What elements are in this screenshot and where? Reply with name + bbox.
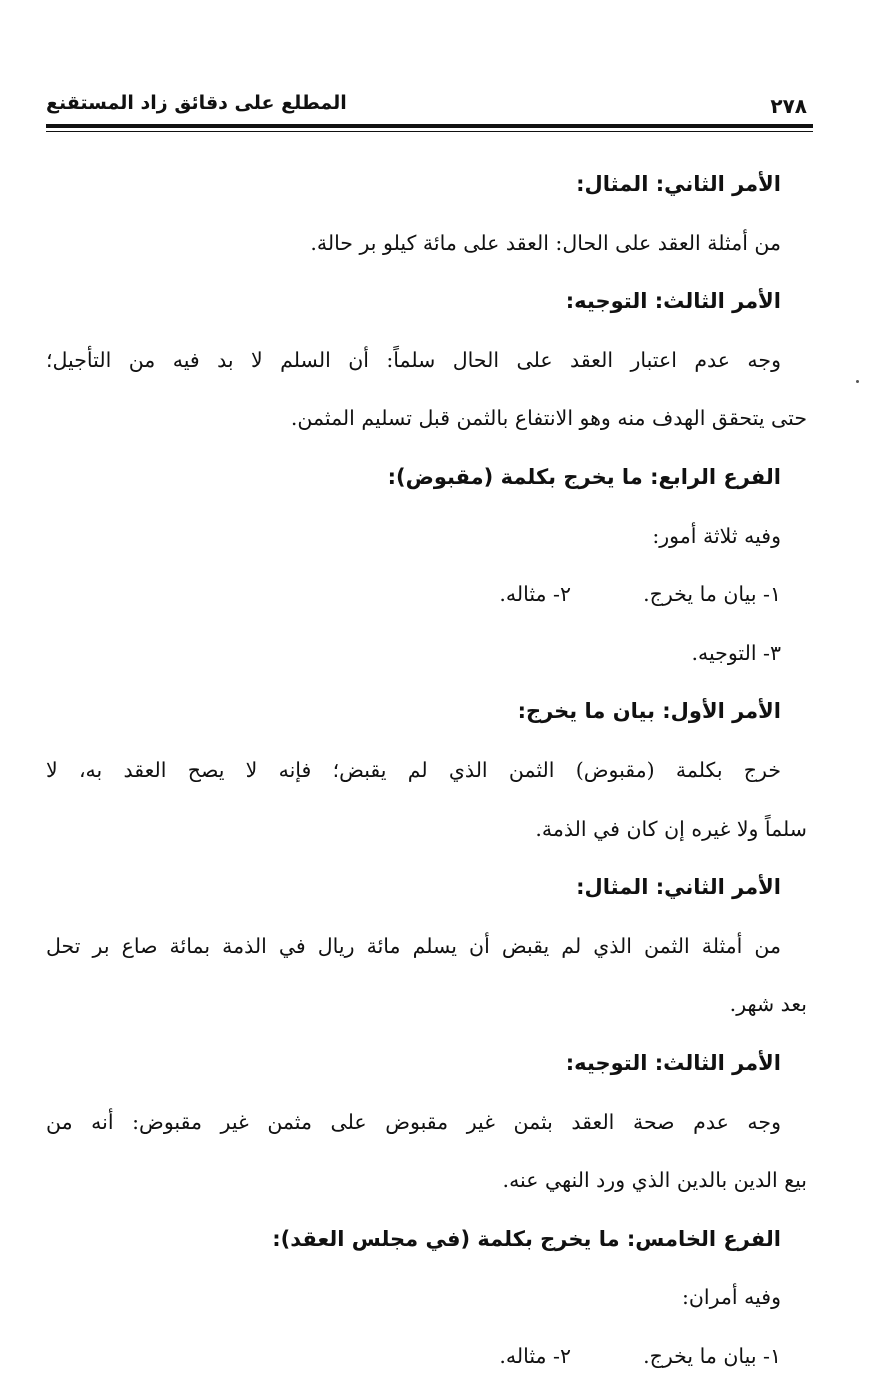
list-item: ٢- مثاله. bbox=[499, 582, 571, 607]
numbered-list-row bbox=[46, 565, 781, 624]
list-item: ٣- التوجيه. bbox=[691, 640, 781, 665]
page-header bbox=[46, 92, 813, 124]
paragraph-line: بيع الدين بالدين الذي ورد النهي عنه. bbox=[502, 1168, 807, 1193]
page-number: ٢٧٨ bbox=[770, 94, 807, 118]
numbered-list-row bbox=[46, 1327, 781, 1385]
section-heading: الأمر الثاني: المثال: bbox=[576, 875, 781, 900]
running-title: المطلع على دقائق زاد المستقنع bbox=[46, 92, 347, 114]
paragraph-line: من أمثلة الثمن الذي لم يقبض أن يسلم مائة ريال في الذمة بمائة صاع بر تحل bbox=[46, 933, 781, 958]
subsection-heading: الفرع الخامس: ما يخرج بكلمة (في مجلس العقد): bbox=[272, 1226, 781, 1251]
paragraph-line: بعد شهر. bbox=[729, 992, 807, 1017]
header-rule-thin bbox=[46, 131, 813, 132]
header-rule-thick bbox=[46, 124, 813, 128]
paragraph-line: من أمثلة العقد على الحال: العقد على مائة كيلو بر حالة. bbox=[310, 230, 781, 255]
section-heading: الأمر الثاني: المثال: bbox=[576, 172, 781, 196]
margin-dot bbox=[856, 380, 859, 383]
list-item: ١- بيان ما يخرج. bbox=[643, 582, 781, 607]
list-item: ٢- مثاله. bbox=[499, 1343, 571, 1368]
section-heading: الأمر الثالث: التوجيه: bbox=[565, 1050, 781, 1075]
page-body bbox=[46, 155, 807, 1385]
paragraph-line: خرج بكلمة (مقبوض) الثمن الذي لم يقبض؛ فإنه لا يصح العقد به، لا bbox=[46, 757, 781, 782]
paragraph-line: سلماً ولا غيره إن كان في الذمة. bbox=[535, 816, 807, 841]
list-item: ١- بيان ما يخرج. bbox=[643, 1343, 781, 1368]
paragraph-line: حتى يتحقق الهدف منه وهو الانتفاع بالثمن قبل تسليم المثمن. bbox=[290, 406, 807, 431]
paragraph-line: وجه عدم اعتبار العقد على الحال سلماً: أن السلم لا بد فيه من التأجيل؛ bbox=[46, 347, 781, 372]
subsection-heading: الفرع الرابع: ما يخرج بكلمة (مقبوض): bbox=[387, 464, 781, 489]
paragraph-line: وفيه ثلاثة أمور: bbox=[652, 523, 781, 548]
paragraph-line: وجه عدم صحة العقد بثمن غير مقبوض على مثمن غير مقبوض: أنه من bbox=[46, 1109, 781, 1134]
section-heading: الأمر الثالث: التوجيه: bbox=[565, 289, 781, 314]
section-heading: الأمر الأول: بيان ما يخرج: bbox=[517, 699, 781, 724]
paragraph-line: وفيه أمران: bbox=[681, 1285, 781, 1310]
